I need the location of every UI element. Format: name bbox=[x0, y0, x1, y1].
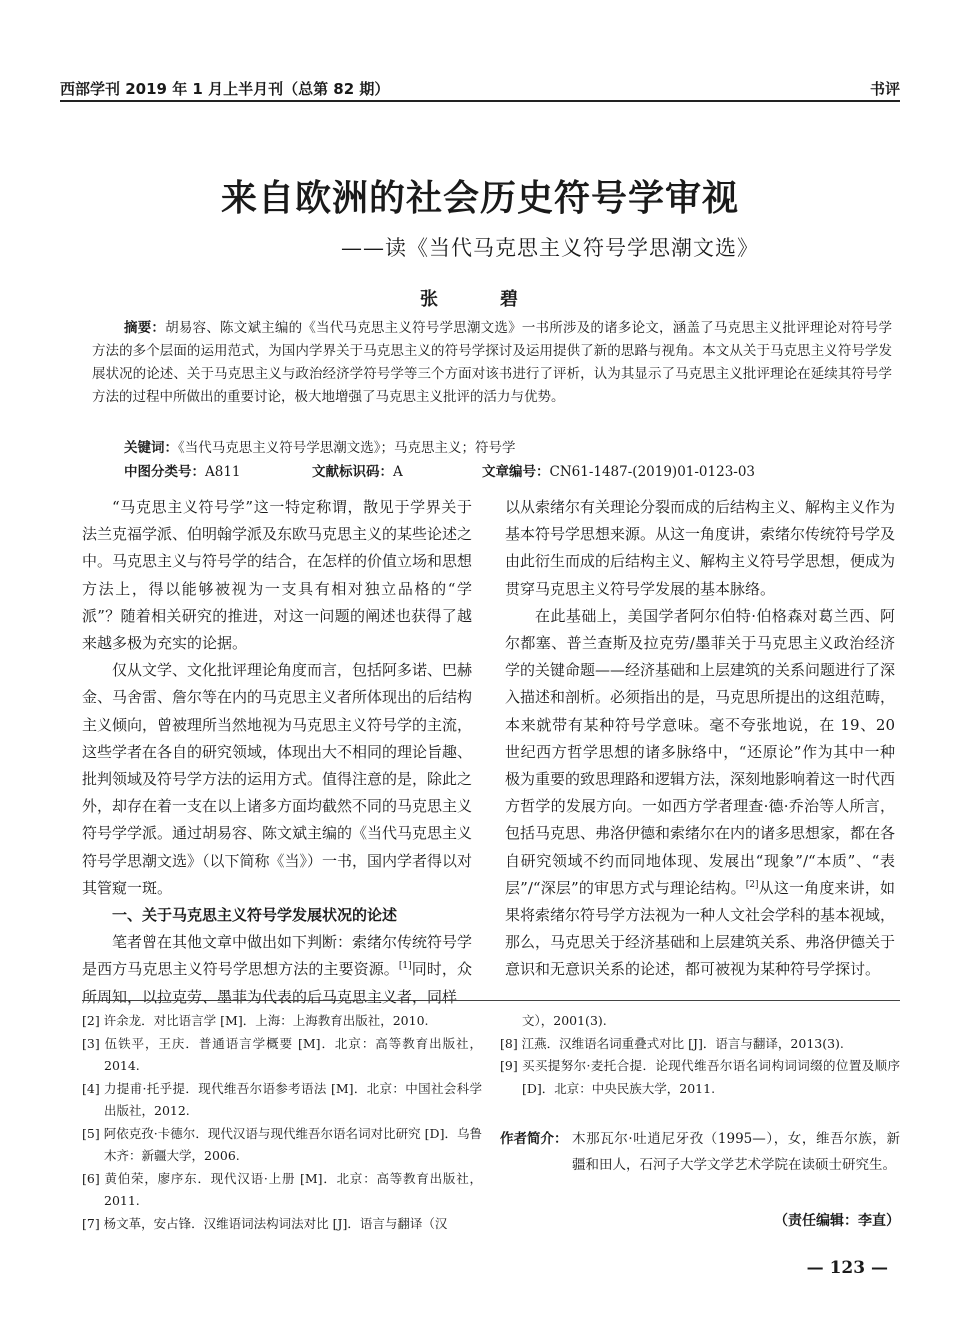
abstract-label: 摘要： bbox=[124, 320, 166, 336]
body-column-right bbox=[505, 494, 895, 984]
author-bio bbox=[500, 1126, 900, 1178]
article-no-label: 文章编号： bbox=[482, 464, 550, 480]
article-title: 来自欧洲的社会历史符号学审视 bbox=[220, 177, 739, 219]
clc-label: 中图分类号： bbox=[124, 464, 205, 480]
doc-code-value: A bbox=[393, 464, 403, 480]
doc-code-label: 文献标识码： bbox=[312, 464, 393, 480]
reference-item: [2] 许余龙．对比语言学 [M]．上海：上海教育出版社，2010. bbox=[82, 1013, 429, 1028]
reference-list-left bbox=[82, 1010, 482, 1235]
reference-item: [3] 伍铁平，王庆．普通语言学概要 [M]．北京：高等教育出版社，2014. bbox=[82, 1035, 482, 1073]
reference-list-right bbox=[500, 1010, 900, 1100]
article-number bbox=[482, 461, 755, 483]
body-paragraph: “马克思主义符号学”这一特定称谓，散见于学界关于法兰克福学派、伯明翰学派及东欧马克思主义的某些论述之中。马克思主义与符号学的结合，在怎样的价值立场和思想方法上，得以能够被视为一支具有相对独立品格的“学派”？随着相关研究的推进，对这一问题的阐述也获得了越来越多极为充实的论据。 bbox=[82, 498, 473, 653]
reference-item: [4] 力提甫·托乎提．现代维吾尔语参考语法 [M]．北京：中国社会科学出版社，2012. bbox=[82, 1080, 482, 1118]
body-text: 笔者曾在其他文章中做出如下判断：索绪尔传统符号学是西方马克思主义符号学思想方法的主要资源。 bbox=[82, 933, 473, 979]
clc-code bbox=[124, 461, 241, 483]
body-paragraph: 仅从文学、文化批评理论角度而言，包括阿多诺、巴赫金、马舍雷、詹尔等在内的马克思主义者所体现出的后结构主义倾向，曾被理所当然地视为马克思主义符号学的主流，这些学者在各自的研究领域，体现出大不相同的理论旨趣、批判领域及符号学方法的运用方式。值得注意的是，除此之外，却存在着一支在以上诸多方面均截然不同的马克思主义符号学学派。通过胡易容、陈文斌主编的《当代马克思主义符号学思潮文选》（以下简称《当》）一书，国内学者得以对其管窥一斑。 bbox=[82, 661, 473, 897]
author-bio-label: 作者简介： bbox=[500, 1131, 568, 1147]
body-paragraph bbox=[82, 929, 472, 1011]
abstract bbox=[92, 317, 892, 409]
running-head bbox=[60, 74, 900, 100]
section-label: 书评 bbox=[869, 80, 900, 98]
body-column-left bbox=[82, 494, 472, 1011]
header-rule bbox=[60, 100, 900, 102]
author-bio-text: 木那瓦尔·吐逍尼牙孜（1995—），女，维吾尔族，新疆和田人，石河子大学文学艺术学院在读硕士研究生。 bbox=[572, 1131, 900, 1173]
article-subtitle: ——读《当代马克思主义符号学思潮文选》 bbox=[341, 236, 759, 260]
citation-marker: [2] bbox=[745, 879, 759, 890]
citation-marker: [1] bbox=[398, 961, 412, 972]
reference-item: [7] 杨文革，安占锋．汉维语词法构词法对比 [J]．语言与翻译（汉 bbox=[82, 1215, 448, 1231]
body-text: 从这一角度来讲，如果将索绪尔符号学方法视为一种人文社会学科的基本视域，那么，马克思关于经济基础和上层建筑关系、弗洛伊德关于意识和无意识关系的论述，都可被视为某种符号学探讨。 bbox=[505, 878, 896, 979]
reference-item: [5] 阿依克孜·卡德尔．现代汉语与现代维吾尔语名词对比研究 [D]．乌鲁木齐：新疆大学，2006. bbox=[82, 1125, 482, 1163]
article-author: 张 碧 bbox=[420, 289, 540, 310]
body-paragraph: 以从索绪尔有关理论分裂而成的后结构主义、解构主义作为基本符号学思想来源。从这一角度讲，索绪尔传统符号学及由此衍生而成的后结构主义、解构主义符号学思想，便成为贯穿马克思主义符号学发展的基本脉络。 bbox=[505, 498, 896, 598]
page-number: — 123 — bbox=[806, 1258, 888, 1278]
reference-continuation: 文），2001(3). bbox=[522, 1013, 607, 1028]
body-text: 同时，众所周知，以拉克劳、墨菲为代表的后马克思主义者，同样 bbox=[82, 960, 472, 1006]
body-paragraph bbox=[505, 603, 895, 984]
responsible-editor: （责任编辑：李直） bbox=[774, 1213, 900, 1229]
clc-value: A811 bbox=[205, 464, 241, 480]
keywords-label: 关键词： bbox=[124, 440, 178, 456]
keywords bbox=[124, 437, 894, 459]
journal-issue: 西部学刊 2019 年 1 月上半月刊（总第 82 期） bbox=[60, 80, 390, 98]
abstract-text: 胡易容、陈文斌主编的《当代马克思主义符号学思潮文选》一书所涉及的诸多论文，涵盖了马克思主义批评理论对符号学方法的多个层面的运用范式，为国内学界关于马克思主义的符号学探讨及运用提供了新的思路与视角。本文从关于马克思主义符号学发展状况的论述、关于马克思主义与政治经济学符号学等三个方面对该书进行了评析，认为其显示了马克思主义批评理论在延续其符号学方法的过程中所做出的重要讨论，极大地增强了马克思主义批评的活力与优势。 bbox=[92, 320, 893, 405]
reference-item: [9] 买买提努尔·麦托合提．论现代维吾尔语名词构词词缀的位置及顺序 [D]．北京：中央民族大学，2011. bbox=[500, 1058, 900, 1096]
article-no-value: CN61-1487-(2019)01-0123-03 bbox=[549, 464, 756, 480]
section-heading: 一、关于马克思主义符号学发展状况的论述 bbox=[112, 906, 398, 925]
document-code bbox=[312, 461, 403, 483]
reference-item: [6] 黄伯荣，廖序东．现代汉语·上册 [M]．北京：高等教育出版社，2011. bbox=[82, 1170, 482, 1208]
body-text: 在此基础上，美国学者阿尔伯特·伯格森对葛兰西、阿尔都塞、普兰查斯及拉克劳/墨菲关于马克思主义政治经济学的关键命题——经济基础和上层建筑的关系问题进行了深入描述和剖析。必须指出的是，马克思所提出的这组范畴，本来就带有某种符号学意味。毫不夸张地说，在 19、20 世纪西方哲学思想的诸多脉络中，“还原论”作为其中一种极为重要的致思理路和逻辑方法，深刻地影响着这一时代西方哲学的发展方向。一如西方学者理查·德·乔治等人所言，包括马克思、弗洛伊德和索绪尔在内的诸多思想家，都在各自研究领域不约而同地体现、发展出“现象”/“本质”、“表层”/“深层”的审思方式与理论结构。 bbox=[505, 606, 896, 897]
footnote-rule bbox=[82, 1000, 900, 1001]
keywords-text: 《当代马克思主义符号学思潮文选》；马克思主义；符号学 bbox=[178, 440, 516, 456]
reference-item: [8] 江燕．汉维语名词重叠式对比 [J]．语言与翻译，2013(3). bbox=[500, 1035, 844, 1051]
